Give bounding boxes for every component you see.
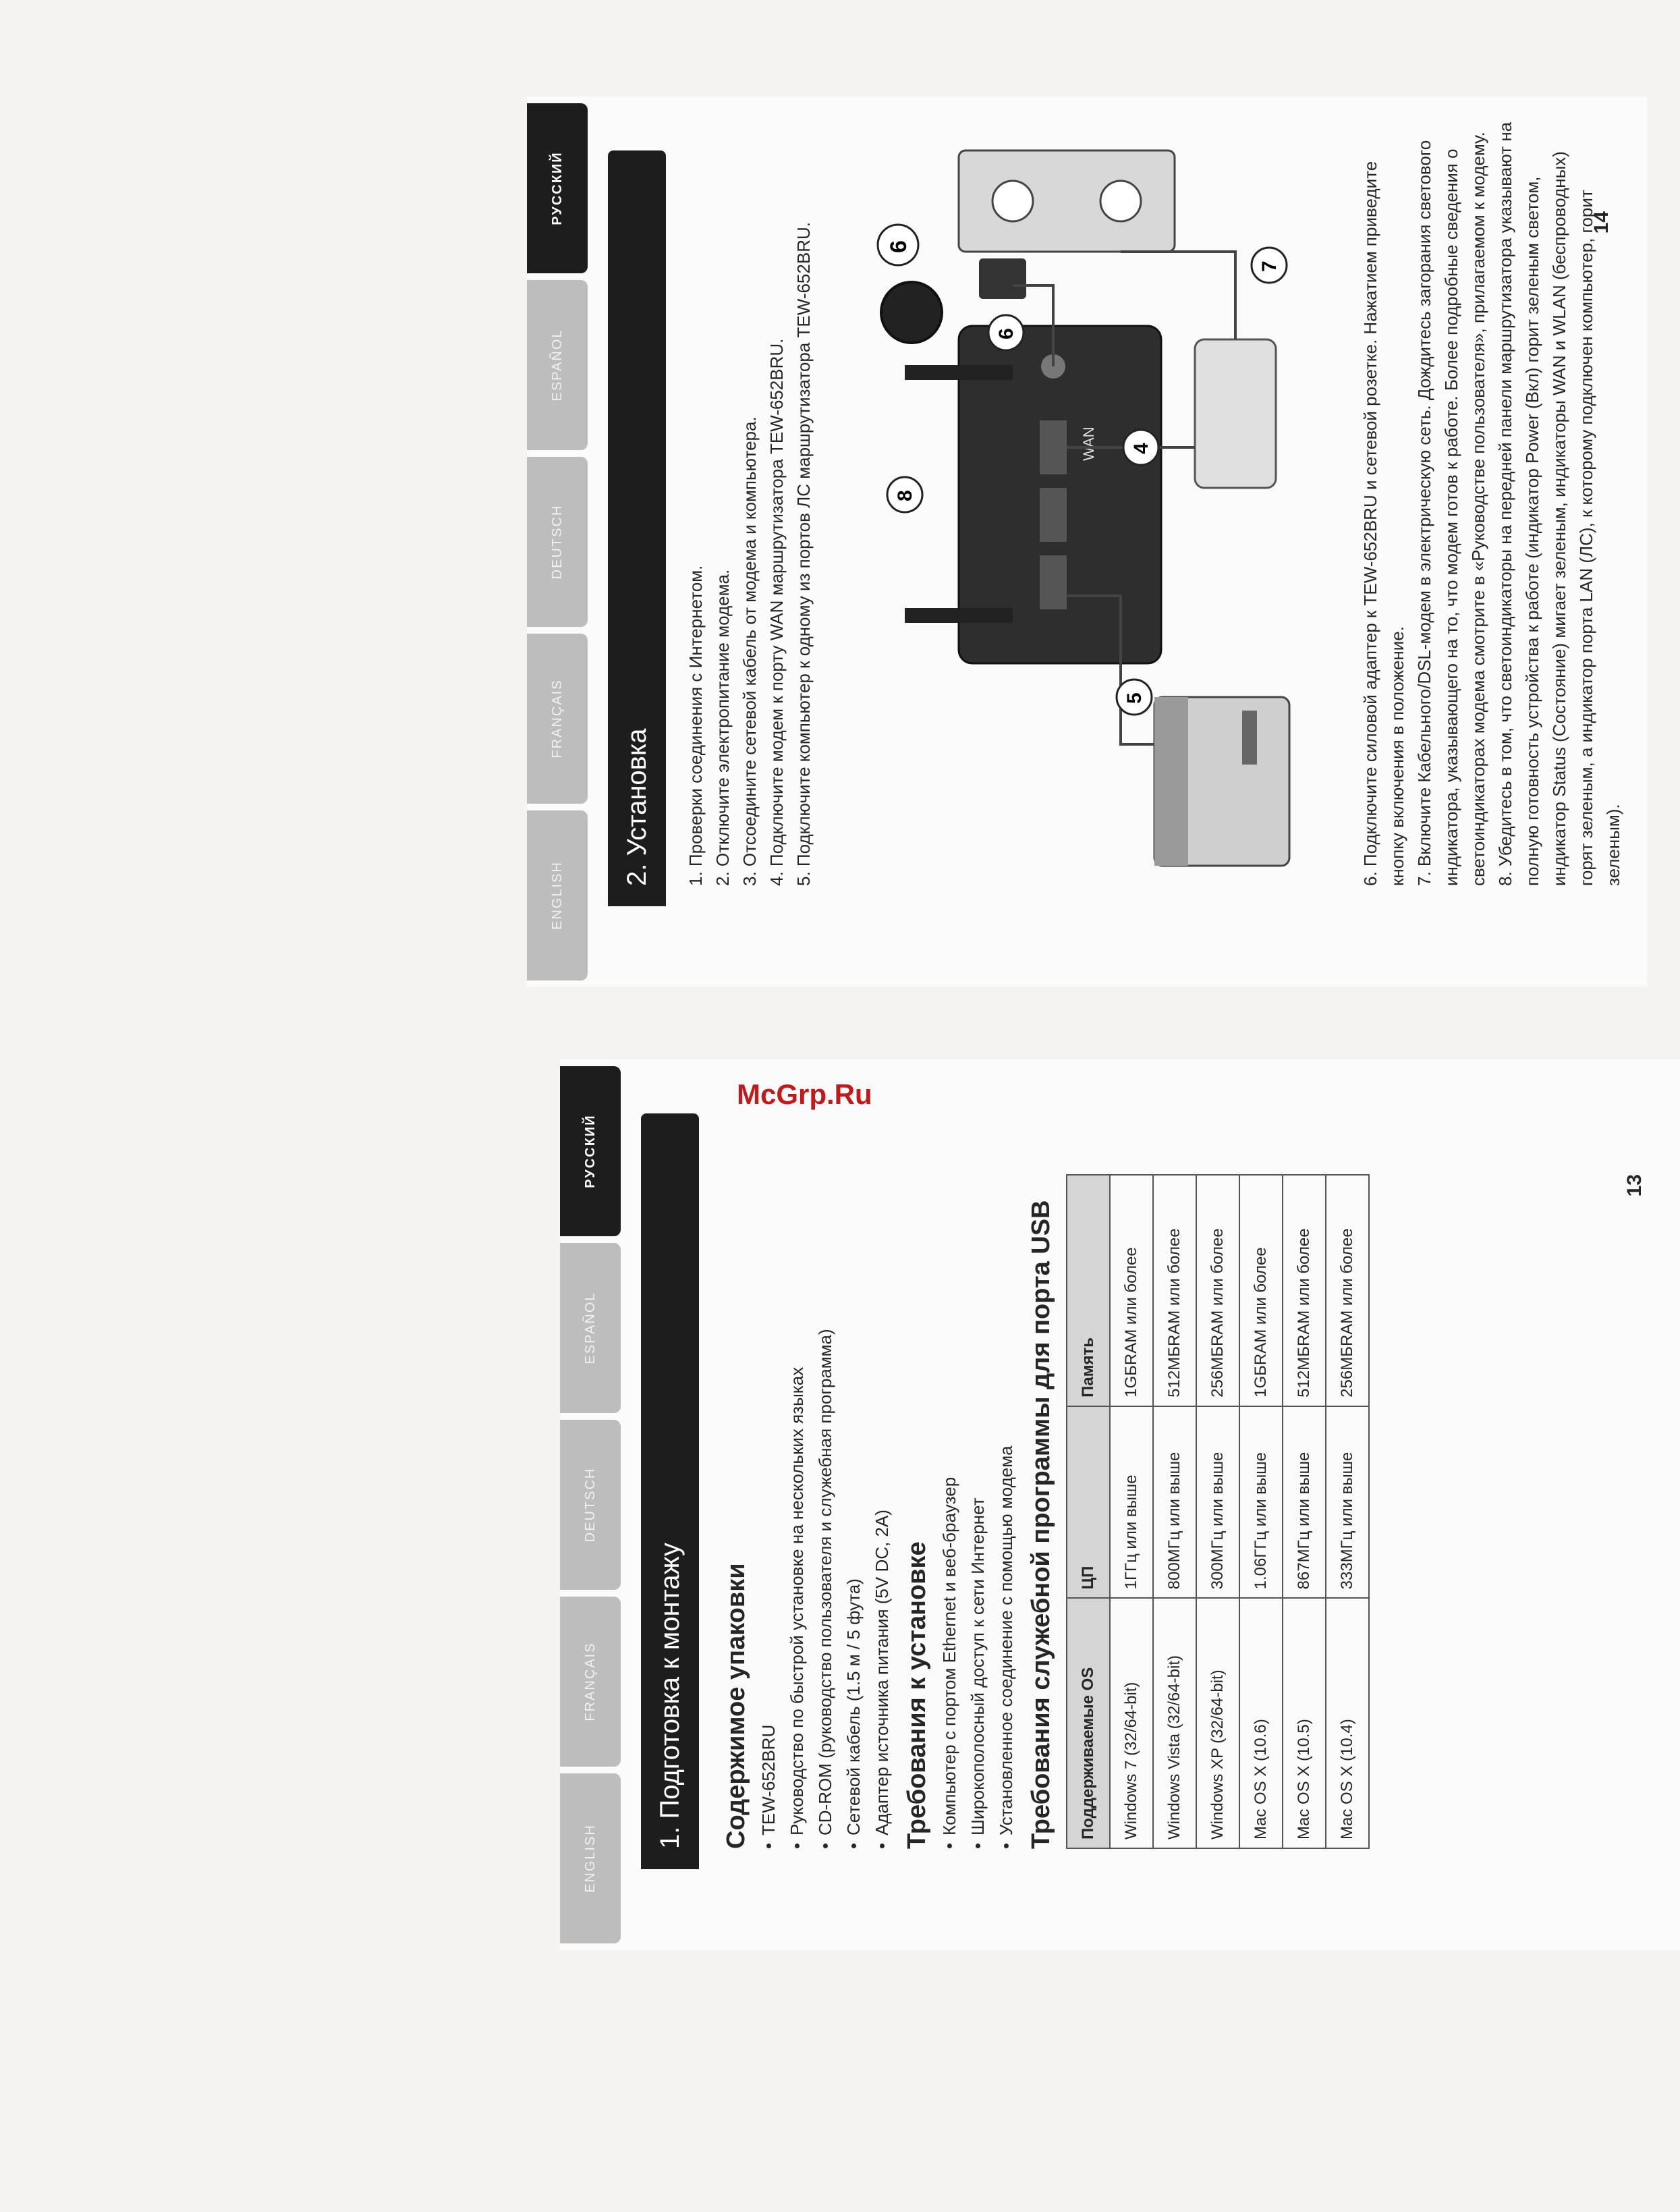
- section-title-preparation: 1. Подготовка к монтажу: [641, 1113, 699, 1869]
- page-number: 13: [1623, 1174, 1646, 1197]
- usb-utility-heading: Требования служебной программы для порта USB: [1027, 1200, 1055, 1849]
- table-cell: 867МГц или выше: [1283, 1406, 1326, 1599]
- package-item: • Руководство по быстрой установке на нескольких языках: [783, 1107, 811, 1849]
- requirement-item: • Компьютер с портом Ethernet и веб-браузер: [935, 1107, 963, 1849]
- svg-text:6: 6: [886, 240, 912, 253]
- callout-7: [1252, 248, 1287, 283]
- callout-4: [1123, 430, 1158, 465]
- tab-espanol[interactable]: ESPAÑOL: [560, 1243, 621, 1413]
- callout-5: [1117, 680, 1152, 715]
- callout-8: [887, 477, 922, 512]
- page-13: [560, 1059, 1680, 1950]
- svg-text:6: 6: [995, 328, 1017, 339]
- language-tabs: [527, 103, 588, 980]
- step-4: 4. Подключите модем к порту WAN маршрутизатора TEW-652BRU.: [766, 338, 787, 886]
- page-14: [527, 96, 1647, 987]
- install-requirements-heading: Требования к установке: [903, 1541, 931, 1849]
- table-row: [1283, 1175, 1326, 1848]
- connection-diagram: [837, 117, 1350, 893]
- table-cell: 512МБRAM или более: [1283, 1175, 1326, 1406]
- table-cell: 1GБRAM или более: [1239, 1175, 1283, 1406]
- package-contents-heading: Содержимое упаковки: [722, 1563, 750, 1849]
- install-steps-6-8: [1357, 110, 1627, 886]
- column-header-os: Поддерживаемые OS: [1067, 1598, 1110, 1848]
- callout-6b: [878, 225, 918, 265]
- table-cell: 1.06ГГц или выше: [1239, 1406, 1283, 1599]
- table-cell: Mac OS X (10.5): [1283, 1598, 1326, 1848]
- power-button-detail: [881, 282, 942, 343]
- svg-text:7: 7: [1258, 260, 1281, 272]
- package-item: • Сетевой кабель (1.5 м / 5 фута): [839, 1107, 868, 1849]
- package-item: • CD-ROM (руководство пользователя и служебная программа): [811, 1107, 839, 1849]
- step-2: 2. Отключите электропитание модема.: [712, 569, 733, 886]
- requirement-item: • Установленное соединение с помощью модема: [992, 1107, 1020, 1849]
- table-cell: 1ГГц или выше: [1110, 1406, 1153, 1599]
- column-header-cpu: ЦП: [1067, 1406, 1110, 1599]
- table-cell: 512МБRAM или более: [1153, 1175, 1196, 1406]
- table-cell: Mac OS X (10.6): [1239, 1598, 1283, 1848]
- step-3: 3. Отсоедините сетевой кабель от модема и компьютера.: [739, 416, 760, 886]
- step-6: 6. Подключите силовой адаптер к TEW-652BRU и сетевой розетке. Нажатием приведите кнопку включения в положение.: [1360, 161, 1407, 886]
- table-row: [1110, 1175, 1153, 1848]
- step-5: 5. Подключите компьютер к одному из портов ЛС маршрутизатора TEW-652BRU.: [793, 222, 814, 886]
- install-steps-1-5: [682, 110, 817, 886]
- table-cell: 800МГц или выше: [1153, 1406, 1196, 1599]
- tab-deutsch[interactable]: DEUTSCH: [560, 1420, 621, 1590]
- package-item: • TEW-652BRU: [754, 1107, 783, 1849]
- tab-francais[interactable]: FRANÇAIS: [560, 1597, 621, 1767]
- computer-illustration: [1154, 697, 1289, 866]
- step-7: 7. Включите Кабельного/DSL-модем в электрическую сеть. Дождитесь загорания светового индикатора, указывающего на то, что модем готов к работе. Более подробные сведения о светоиндикаторах модема смотрите в «Руководстве пользователя», прилагаемом к модему.: [1414, 132, 1488, 886]
- section-title-installation: 2. Установка: [608, 150, 666, 906]
- modem-illustration: [1195, 339, 1276, 488]
- tab-espanol[interactable]: ESPAÑOL: [527, 280, 588, 450]
- tab-francais[interactable]: FRANÇAIS: [527, 634, 588, 804]
- table-cell: Windows 7 (32/64-bit): [1110, 1598, 1153, 1848]
- tab-russian[interactable]: РУССКИЙ: [527, 103, 588, 273]
- table-cell: Windows Vista (32/64-bit): [1153, 1598, 1196, 1848]
- tab-english[interactable]: ENGLISH: [560, 1773, 621, 1943]
- power-outlet-illustration: [959, 150, 1175, 299]
- svg-text:5: 5: [1123, 692, 1146, 704]
- svg-text:8: 8: [894, 490, 916, 501]
- table-cell: 256МБRAM или более: [1326, 1175, 1369, 1406]
- table-cell: Windows XP (32/64-bit): [1196, 1598, 1239, 1848]
- table-cell: 256МБRAM или более: [1196, 1175, 1239, 1406]
- package-item: • Адаптер источника питания (5V DC, 2A): [868, 1107, 896, 1849]
- usb-requirements-table: [1066, 1174, 1370, 1849]
- table-cell: 300МГц или выше: [1196, 1406, 1239, 1599]
- callout-6a: [988, 315, 1024, 350]
- wan-port-label: WAN: [1080, 426, 1097, 461]
- column-header-memory: Память: [1067, 1175, 1110, 1406]
- tab-english[interactable]: ENGLISH: [527, 810, 588, 980]
- tab-russian[interactable]: РУССКИЙ: [560, 1066, 621, 1236]
- step-1: 1. Проверки соединения с Интернетом.: [685, 565, 706, 886]
- step-8: 8. Убедитесь в том, что светоиндикаторы на передней панели маршрутизатора указывают на полную готовность устройства к работе (индикатор Power (Вкл) горит зеленым светом, индикатор Status (Состояние) мигает зеленым, индикаторы WAN и WLAN (беспроводных) горят зеленым, а индикатор порта LAN (ЛС), к которому подключен компьютер, горит зеленым).: [1495, 121, 1623, 886]
- table-row: [1196, 1175, 1239, 1848]
- preparation-content: [715, 1107, 1370, 1849]
- table-cell: 333МГц или выше: [1326, 1406, 1369, 1599]
- page-number: 14: [1590, 211, 1613, 234]
- language-tabs: [560, 1066, 621, 1943]
- table-header-row: [1067, 1175, 1110, 1848]
- site-watermark: McGrp.Ru: [737, 1078, 872, 1110]
- table-row: [1326, 1175, 1369, 1848]
- router-illustration: [905, 326, 1161, 663]
- requirement-item: • Широкополосный доступ к сети Интернет: [963, 1107, 992, 1849]
- table-cell: 1GБRAM или более: [1110, 1175, 1153, 1406]
- table-row: [1239, 1175, 1283, 1848]
- svg-text:4: 4: [1130, 443, 1152, 454]
- table-row: [1153, 1175, 1196, 1848]
- table-cell: Mac OS X (10.4): [1326, 1598, 1369, 1848]
- tab-deutsch[interactable]: DEUTSCH: [527, 457, 588, 627]
